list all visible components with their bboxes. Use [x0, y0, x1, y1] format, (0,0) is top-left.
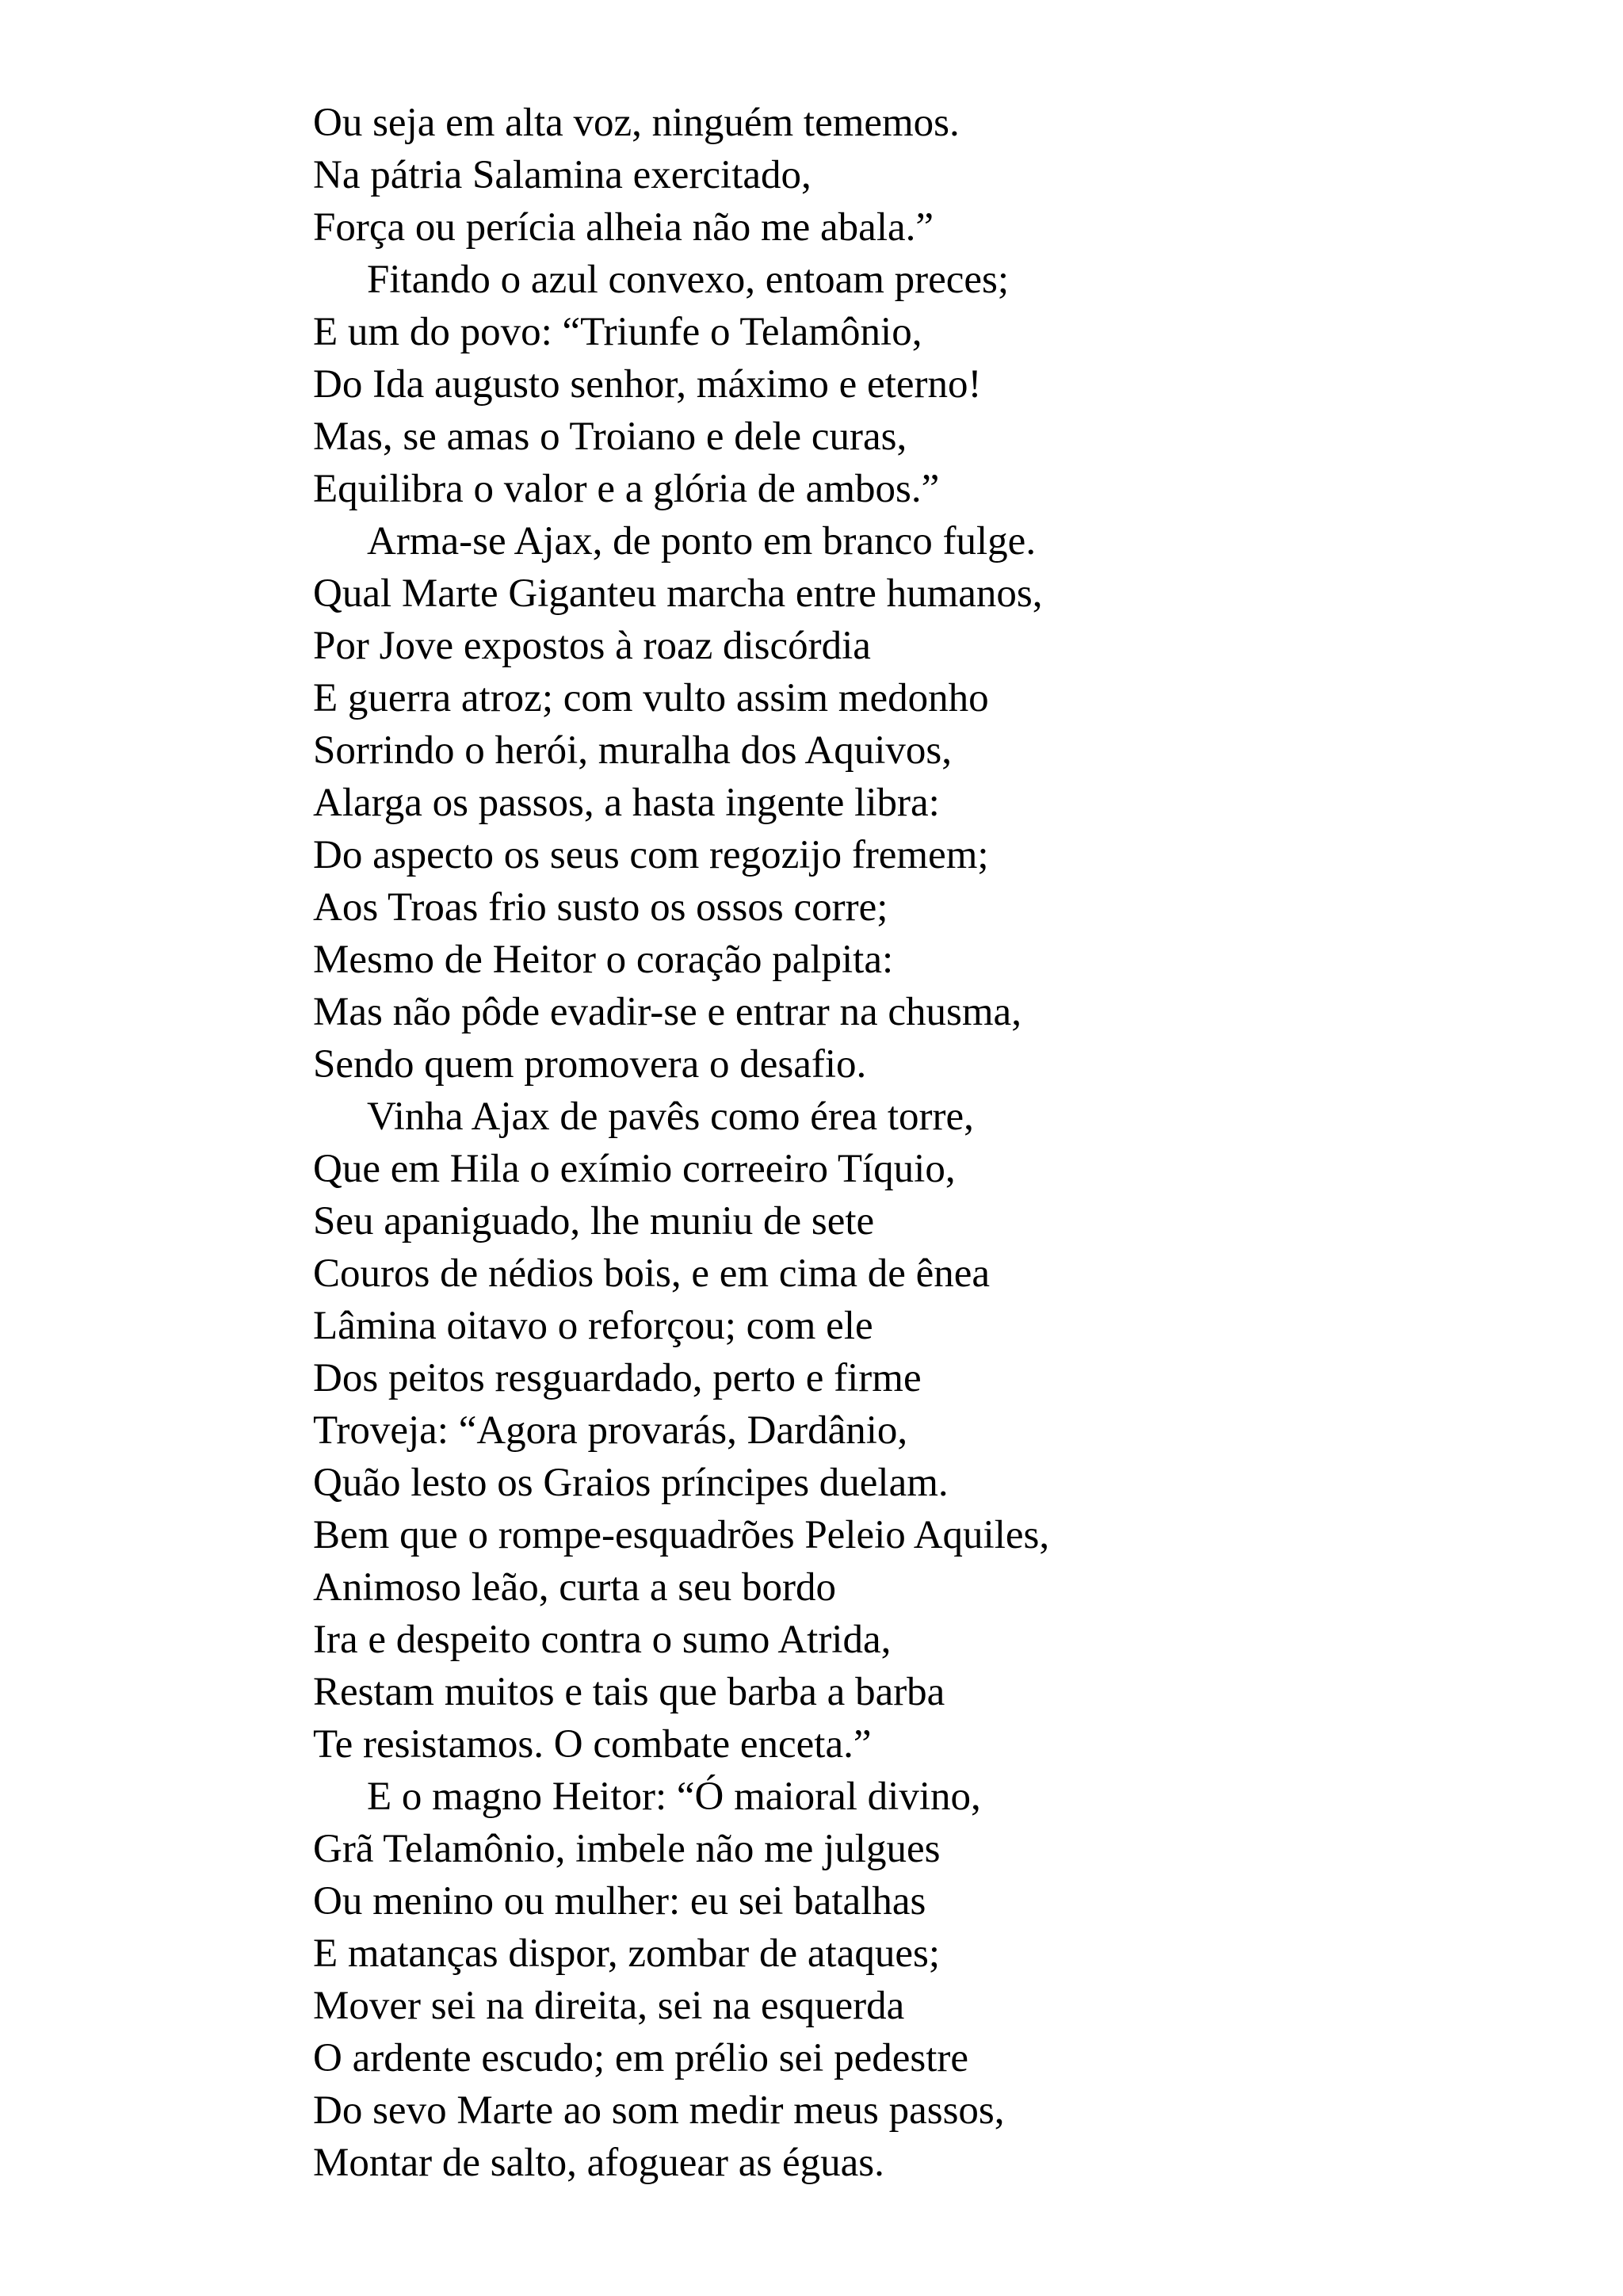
- verse-line: Mesmo de Heitor o coração palpita:: [313, 938, 894, 982]
- verse-line: Mas não pôde evadir-se e entrar na chusma,: [313, 990, 1022, 1034]
- verse-line: E um do povo: “Triunfe o Telamônio,: [313, 310, 922, 354]
- verse-line-stanza-start: Arma-se Ajax, de ponto em branco fulge.: [367, 519, 1037, 563]
- verse-line: Te resistamos. O combate enceta.”: [313, 1722, 872, 1767]
- verse-line: Bem que o rompe-esquadrões Peleio Aquiles,: [313, 1513, 1050, 1557]
- verse-line-stanza-start: Vinha Ajax de pavês como érea torre,: [367, 1095, 974, 1139]
- verse-line: Equilibra o valor e a glória de ambos.”: [313, 467, 940, 511]
- verse-line: Por Jove expostos à roaz discórdia: [313, 624, 871, 668]
- verse-line: Sorrindo o herói, muralha dos Aquivos,: [313, 728, 953, 773]
- verse-line: Sendo quem promovera o desafio.: [313, 1042, 867, 1087]
- verse-line: Dos peitos resguardado, perto e firme: [313, 1356, 922, 1400]
- verse-line: Ira e despeito contra o sumo Atrida,: [313, 1618, 892, 1662]
- verse-line-stanza-start: E o magno Heitor: “Ó maioral divino,: [367, 1775, 981, 1819]
- verse-line: Mas, se amas o Troiano e dele curas,: [313, 415, 907, 459]
- verse-line: Na pátria Salamina exercitado,: [313, 153, 812, 197]
- verse-line: Do aspecto os seus com regozijo fremem;: [313, 833, 989, 877]
- verse-line: Que em Hila o exímio correeiro Tíquio,: [313, 1147, 956, 1191]
- verse-line: Aos Troas frio susto os ossos corre;: [313, 885, 888, 930]
- verse-line: Ou seja em alta voz, ninguém tememos.: [313, 101, 960, 145]
- verse-line: Animoso leão, curta a seu bordo: [313, 1565, 836, 1610]
- verse-line-stanza-start: Fitando o azul convexo, entoam preces;: [367, 258, 1010, 302]
- verse-line: Grã Telamônio, imbele não me julgues: [313, 1827, 941, 1871]
- verse-line: Troveja: “Agora provarás, Dardânio,: [313, 1408, 908, 1453]
- verse-line: Do Ida augusto senhor, máximo e eterno!: [313, 362, 982, 407]
- verse-line: Qual Marte Giganteu marcha entre humanos,: [313, 571, 1043, 616]
- verse-line: E guerra atroz; com vulto assim medonho: [313, 676, 989, 720]
- poem-text: [313, 97, 1549, 2189]
- verse-line: Lâmina oitavo o reforçou; com ele: [313, 1304, 873, 1348]
- verse-line: Ou menino ou mulher: eu sei batalhas: [313, 1879, 926, 1924]
- verse-line: Restam muitos e tais que barba a barba: [313, 1670, 945, 1714]
- verse-line: Do sevo Marte ao som medir meus passos,: [313, 2088, 1005, 2133]
- verse-line: E matanças dispor, zombar de ataques;: [313, 1931, 940, 1976]
- verse-line: Quão lesto os Graios príncipes duelam.: [313, 1461, 949, 1505]
- verse-line: Mover sei na direita, sei na esquerda: [313, 1984, 905, 2028]
- verse-line: Força ou perícia alheia não me abala.”: [313, 205, 934, 250]
- verse-line: Couros de nédios bois, e em cima de ênea: [313, 1251, 991, 1296]
- verse-line: Montar de salto, afoguear as éguas.: [313, 2141, 884, 2185]
- verse-line: O ardente escudo; em prélio sei pedestre: [313, 2036, 969, 2080]
- verse-line: Seu apaniguado, lhe muniu de sete: [313, 1199, 875, 1244]
- verse-line: Alarga os passos, a hasta ingente libra:: [313, 781, 940, 825]
